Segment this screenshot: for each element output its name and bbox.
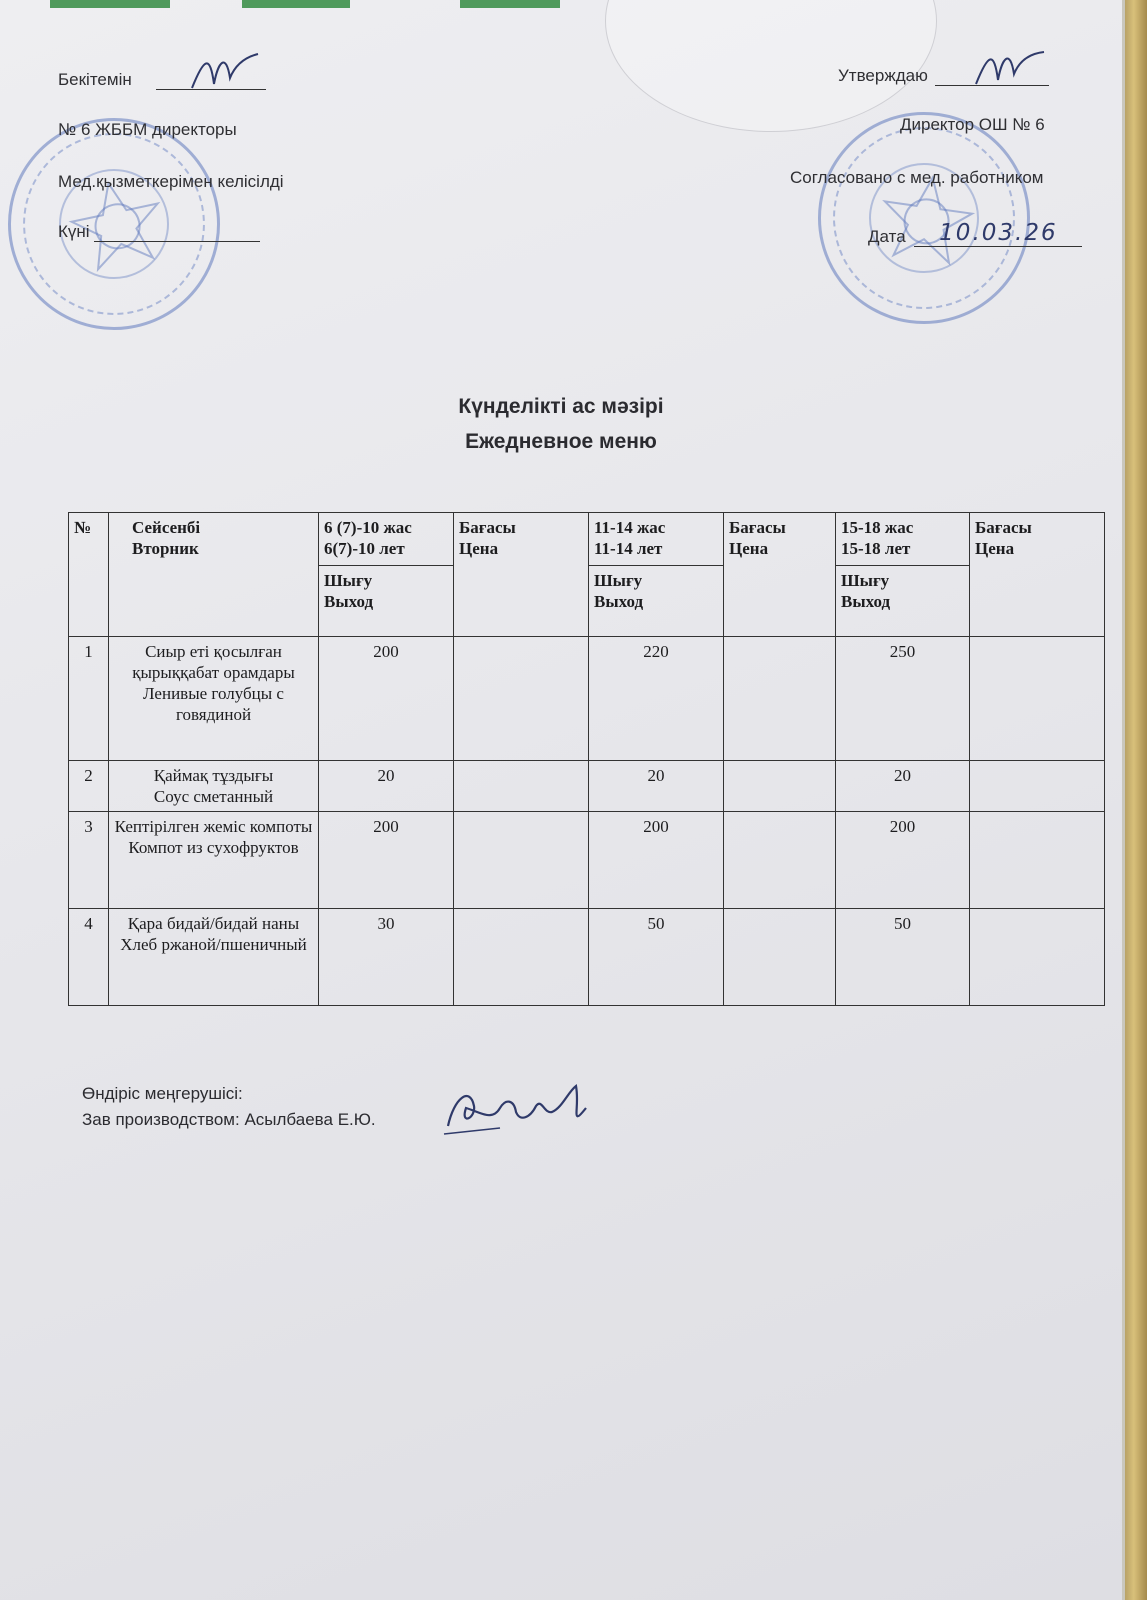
price-cell [454, 812, 589, 909]
price-cell [724, 761, 836, 812]
tape-strip [242, 0, 350, 8]
price-cell [454, 909, 589, 1006]
header-num: № [69, 513, 109, 637]
table-row [69, 812, 1105, 909]
price-cell [970, 909, 1105, 1006]
approve-label-kz: Бекітемін [58, 70, 266, 90]
dish-name: Сиыр еті қосылған қырыққабат орамдары Ленивые голубцы с говядиной [109, 637, 319, 761]
agreed-label-ru: Согласовано с мед. работником [790, 168, 1044, 187]
footer-signoff [82, 1081, 376, 1133]
header-price-3: Бағасы Цена [970, 513, 1105, 637]
signature-right [972, 44, 1052, 96]
dish-name: Кептірілген жеміс компоты Компот из сухофруктов [109, 812, 319, 909]
footer-line-ru: Зав производством: Асылбаева Е.Ю. [82, 1110, 376, 1129]
tape-strip [50, 0, 170, 8]
price-cell [970, 761, 1105, 812]
wall-frame [1125, 0, 1147, 1600]
yield-11-14: 200 [589, 812, 724, 909]
signature-left [188, 48, 268, 100]
price-cell [724, 909, 836, 1006]
header-price-2: Бағасы Цена [724, 513, 836, 637]
yield-15-18: 20 [836, 761, 970, 812]
tape-strip [460, 0, 560, 8]
agreed-label-kz: Мед.қызметкерімен келісілді [58, 172, 284, 191]
date-label-kz: Күні [58, 222, 260, 242]
row-num: 1 [69, 637, 109, 761]
price-cell [970, 812, 1105, 909]
date-label-ru: Дата 10.03.26 [868, 220, 1082, 247]
date-line [94, 241, 260, 242]
yield-11-14: 20 [589, 761, 724, 812]
row-num: 3 [69, 812, 109, 909]
header-yield-1: Шығу Выход [319, 565, 454, 636]
yield-11-14: 220 [589, 637, 724, 761]
header-day: Сейсенбі Вторник [109, 513, 319, 637]
yield-15-18: 200 [836, 812, 970, 909]
row-num: 2 [69, 761, 109, 812]
menu-table [68, 512, 1105, 1006]
yield-6-10: 200 [319, 812, 454, 909]
table-header-row [69, 513, 1105, 566]
yield-11-14: 50 [589, 909, 724, 1006]
table-row [69, 761, 1105, 812]
yield-6-10: 30 [319, 909, 454, 1006]
yield-6-10: 20 [319, 761, 454, 812]
price-cell [454, 761, 589, 812]
price-cell [724, 637, 836, 761]
footer-line-kz: Өндіріс меңгерушісі: [82, 1084, 243, 1103]
header-age-11-14: 11-14 жас 11-14 лет [589, 513, 724, 566]
price-cell [970, 637, 1105, 761]
table-row [69, 637, 1105, 761]
handwritten-date: 10.03.26 [914, 220, 1082, 247]
yield-15-18: 250 [836, 637, 970, 761]
signature-production-head [440, 1078, 600, 1148]
header-age-15-18: 15-18 жас 15-18 лет [836, 513, 970, 566]
yield-6-10: 200 [319, 637, 454, 761]
title-ru: Ежедневное меню [465, 430, 657, 453]
table-row [69, 909, 1105, 1006]
price-cell [454, 637, 589, 761]
header-age-6-10: 6 (7)-10 жас 6(7)-10 лет [319, 513, 454, 566]
dish-name: Қара бидай/бидай наны Хлеб ржаной/пшеничный [109, 909, 319, 1006]
price-cell [724, 812, 836, 909]
approve-label-ru: Утверждаю [838, 66, 1049, 86]
director-label-kz: № 6 ЖББМ директоры [58, 120, 237, 139]
yield-15-18: 50 [836, 909, 970, 1006]
header-yield-2: Шығу Выход [589, 565, 724, 636]
director-label-ru: Директор ОШ № 6 [900, 115, 1045, 134]
dish-name: Қаймақ тұздығы Соус сметанный [109, 761, 319, 812]
row-num: 4 [69, 909, 109, 1006]
header-yield-3: Шығу Выход [836, 565, 970, 636]
title-kz: Күнделікті ас мәзірі [458, 395, 664, 418]
header-price-1: Бағасы Цена [454, 513, 589, 637]
